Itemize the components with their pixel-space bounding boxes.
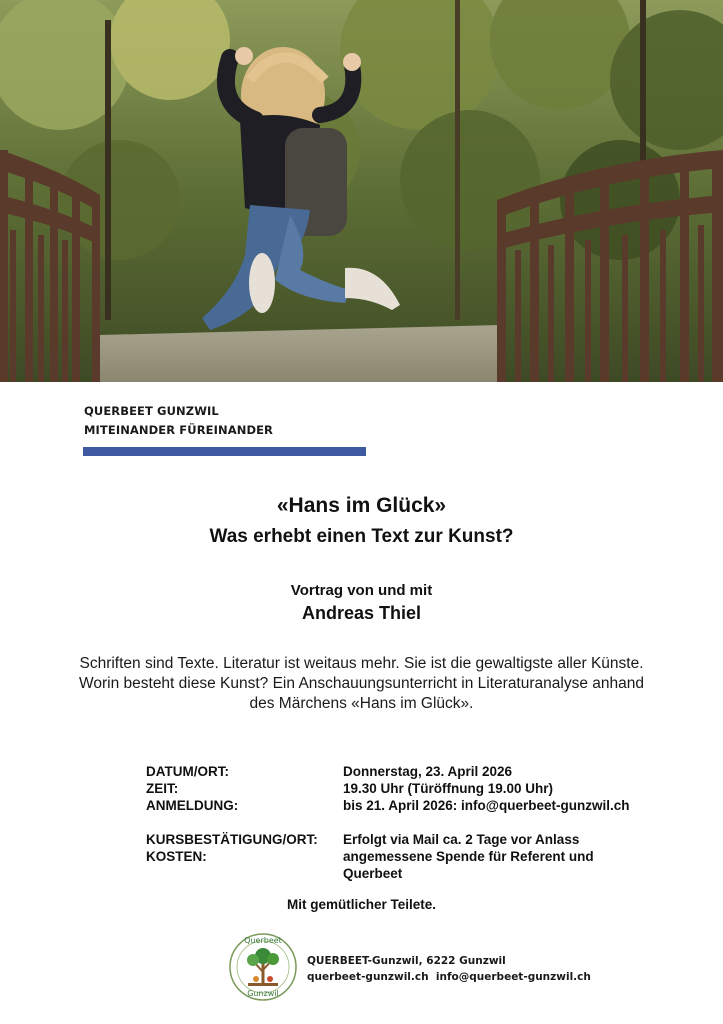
event-description: Schriften sind Texte. Literatur ist weitaus mehr. Sie ist die gewaltigste aller Künste. Worin besteht diese Kunst? Ein Anschauungsunterricht in Literaturanalyse anhand des Märchens «Hans im Glück». (79, 655, 644, 712)
querbeet-logo (228, 932, 298, 1002)
detail-value: 19.30 Uhr (Türöffnung 19.00 Uhr) (343, 781, 554, 796)
footer-address: QUERBEET-Gunzwil, 6222 Gunzwil (307, 955, 506, 967)
detail-value: Erfolgt via Mail ca. 2 Tage vor Anlass (343, 832, 580, 847)
event-title: «Hans im Glück» (276, 494, 447, 517)
logo-bottom-text: Gunzwil (247, 989, 279, 998)
detail-label: ZEIT: (146, 781, 179, 796)
hero-photo-illustration (0, 0, 723, 382)
detail-value: bis 21. April 2026: info@querbeet-gunzwil.ch (343, 798, 630, 813)
detail-row (146, 831, 673, 848)
org-name: QUERBEET GUNZWIL (84, 404, 219, 418)
organization-block (84, 402, 273, 440)
footer-email[interactable]: info@querbeet-gunzwil.ch (435, 971, 591, 983)
speaker-name: Andreas Thiel (301, 603, 422, 623)
detail-row (146, 763, 673, 780)
event-subtitle: Was erhebt einen Text zur Kunst? (209, 526, 514, 547)
speaker-intro: Vortrag von und mit (290, 582, 433, 599)
logo-top-text: Querbeet (244, 936, 282, 945)
org-slogan: MITEINANDER FÜREINANDER (84, 423, 274, 437)
footer-website[interactable]: querbeet-gunzwil.ch (307, 971, 429, 983)
closing-note: Mit gemütlicher Teilete. (286, 897, 437, 912)
detail-value: angemessene Spende für Referent und Querbeet (343, 849, 594, 881)
accent-bar (83, 447, 366, 456)
detail-label: KURSBESTÄTIGUNG/ORT: (146, 832, 318, 847)
footer-contact (307, 953, 591, 985)
detail-row (146, 848, 673, 882)
event-details (146, 763, 673, 882)
detail-label: DATUM/ORT: (146, 764, 229, 779)
footer-links (307, 969, 591, 985)
spacer (146, 814, 673, 831)
detail-value: Donnerstag, 23. April 2026 (343, 764, 513, 779)
hero-photo (0, 0, 723, 382)
detail-label: KOSTEN: (146, 849, 207, 864)
detail-label: ANMELDUNG: (146, 798, 239, 813)
detail-row (146, 797, 673, 814)
detail-row (146, 780, 673, 797)
